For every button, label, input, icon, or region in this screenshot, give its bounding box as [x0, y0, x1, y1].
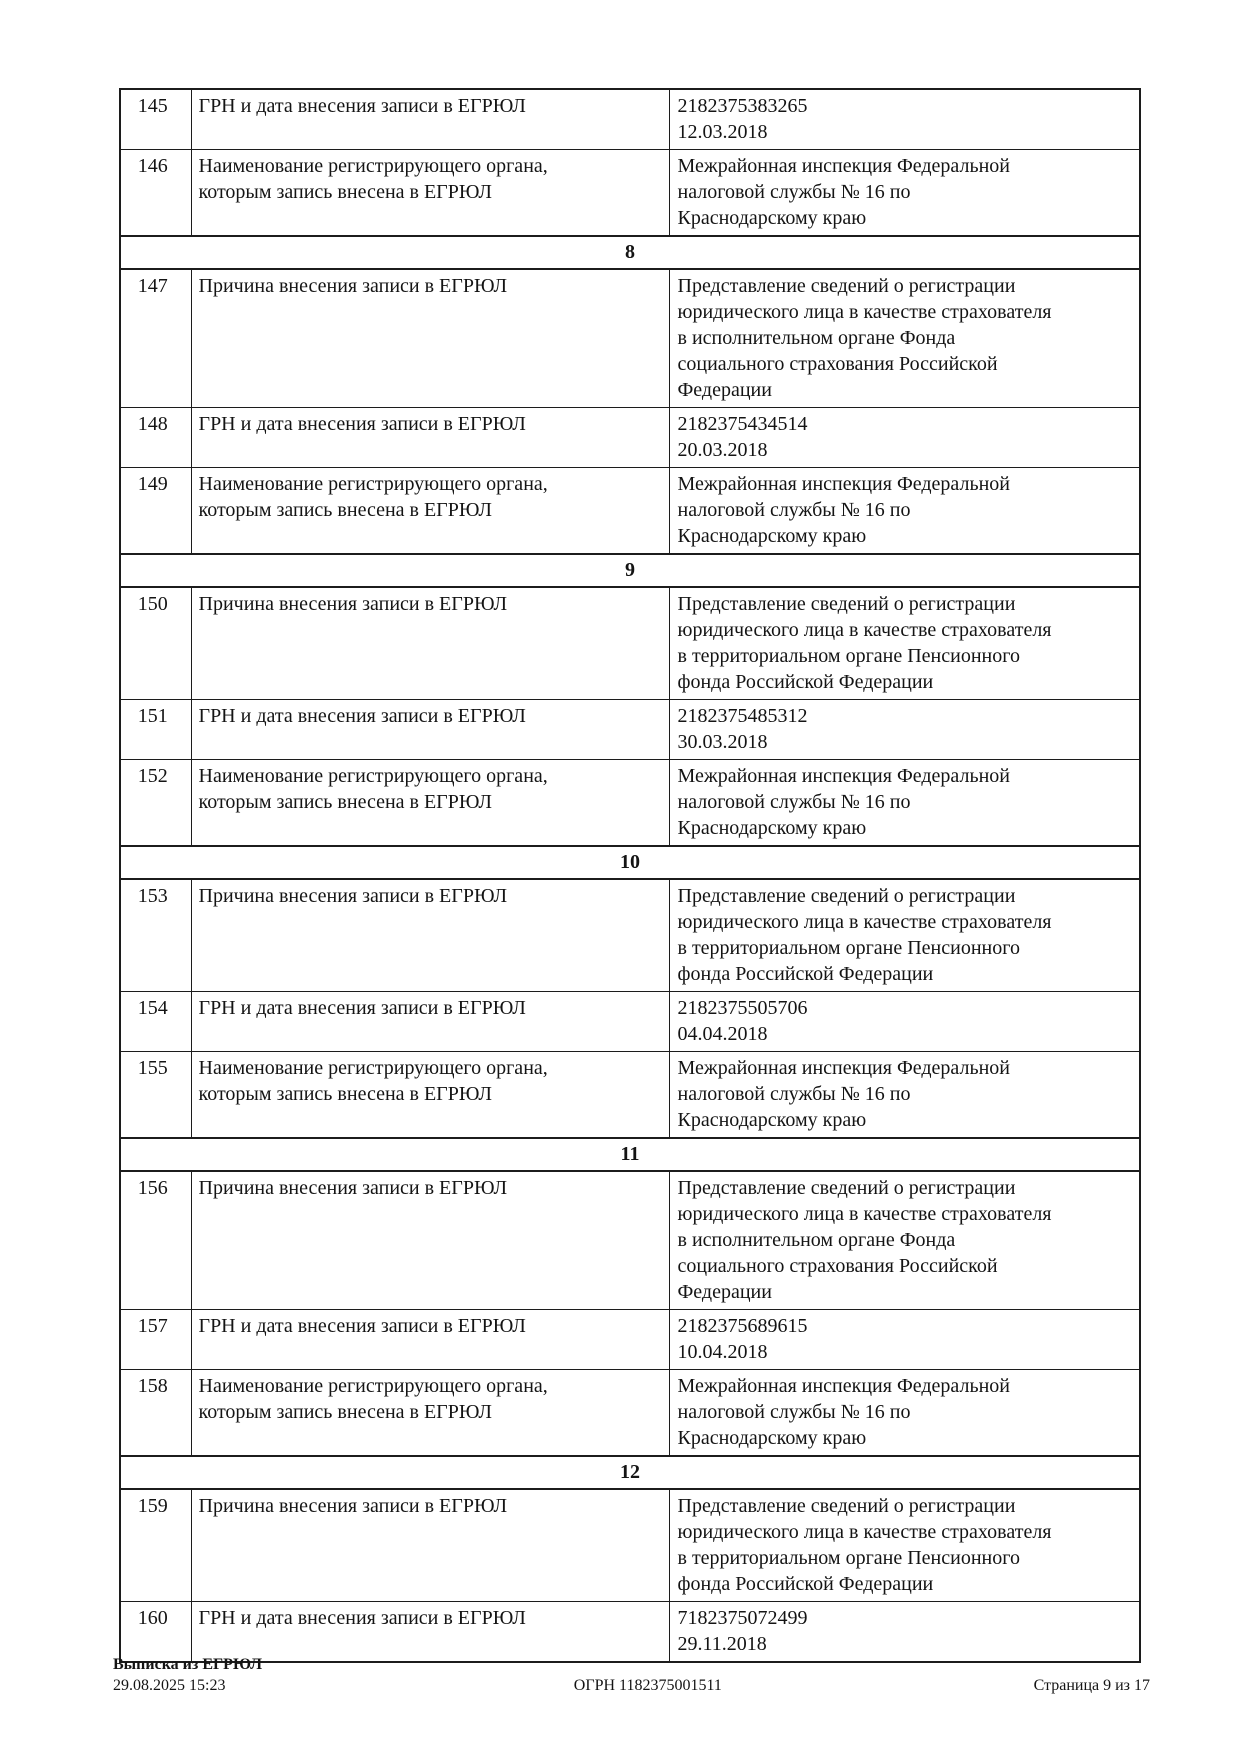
table-row	[120, 879, 1140, 992]
row-label	[191, 1602, 669, 1663]
label-line: Причина внесения записи в ЕГРЮЛ	[198, 1495, 508, 1517]
value-line: налоговой службы № 16 по	[677, 499, 911, 521]
label-line: ГРН и дата внесения записи в ЕГРЮЛ	[198, 705, 526, 727]
value-line: в исполнительном органе Фонда	[677, 327, 956, 349]
row-number: 154	[120, 992, 191, 1052]
value-line: в территориальном органе Пенсионного	[677, 937, 1020, 959]
table-row	[120, 992, 1140, 1052]
label-line: Наименование регистрирующего органа,	[198, 473, 548, 495]
value-line: Краснодарскому краю	[677, 207, 867, 229]
value-line: фонда Российской Федерации	[677, 671, 934, 693]
value-line: Представление сведений о регистрации	[677, 885, 1016, 907]
row-value	[669, 992, 1140, 1052]
label-line: ГРН и дата внесения записи в ЕГРЮЛ	[198, 413, 526, 435]
value-line: Межрайонная инспекция Федеральной	[677, 1057, 1010, 1079]
row-number: 148	[120, 408, 191, 468]
footer-left-block	[113, 1654, 262, 1696]
table-row	[120, 1370, 1140, 1457]
label-line: которым запись внесена в ЕГРЮЛ	[198, 181, 492, 203]
table-row	[120, 1052, 1140, 1139]
row-label	[191, 269, 669, 408]
table-row	[120, 1602, 1140, 1663]
value-line: Межрайонная инспекция Федеральной	[677, 1375, 1010, 1397]
row-label	[191, 1310, 669, 1370]
row-number: 155	[120, 1052, 191, 1139]
row-number: 160	[120, 1602, 191, 1663]
section-number: 9	[120, 554, 1140, 587]
value-line: 2182375434514	[677, 413, 808, 435]
section-header-row	[120, 846, 1140, 879]
value-line: 2182375689615	[677, 1315, 808, 1337]
row-label	[191, 700, 669, 760]
value-line: 29.11.2018	[677, 1633, 767, 1655]
value-line: юридического лица в качестве страхователя	[677, 619, 1052, 641]
value-line: фонда Российской Федерации	[677, 1573, 934, 1595]
row-label	[191, 879, 669, 992]
table-row	[120, 1171, 1140, 1310]
page-footer	[113, 1654, 1150, 1696]
value-line: Межрайонная инспекция Федеральной	[677, 765, 1010, 787]
table-row	[120, 468, 1140, 555]
section-number: 12	[120, 1456, 1140, 1489]
value-line: 04.04.2018	[677, 1023, 768, 1045]
value-line: налоговой службы № 16 по	[677, 181, 911, 203]
value-line: фонда Российской Федерации	[677, 963, 934, 985]
section-number: 8	[120, 236, 1140, 269]
label-line: которым запись внесена в ЕГРЮЛ	[198, 499, 492, 521]
label-line: ГРН и дата внесения записи в ЕГРЮЛ	[198, 997, 526, 1019]
table-row	[120, 1489, 1140, 1602]
value-line: 20.03.2018	[677, 439, 768, 461]
section-header-row	[120, 1138, 1140, 1171]
label-line: Причина внесения записи в ЕГРЮЛ	[198, 885, 508, 907]
table-row	[120, 408, 1140, 468]
footer-ogrn: ОГРН 1182375001511	[573, 1677, 722, 1694]
footer-doc-title: Выписка из ЕГРЮЛ	[113, 1656, 263, 1673]
row-value	[669, 1310, 1140, 1370]
value-line: юридического лица в качестве страхователя	[677, 301, 1052, 323]
row-number: 153	[120, 879, 191, 992]
row-value	[669, 1171, 1140, 1310]
row-number: 146	[120, 150, 191, 237]
value-line: социального страхования Российской	[677, 353, 998, 375]
row-value	[669, 1370, 1140, 1457]
value-line: Представление сведений о регистрации	[677, 1495, 1016, 1517]
label-line: Причина внесения записи в ЕГРЮЛ	[198, 275, 508, 297]
value-line: Федерации	[677, 1281, 772, 1303]
egrul-records-table	[119, 88, 1141, 1663]
table-row	[120, 587, 1140, 700]
row-label	[191, 1489, 669, 1602]
label-line: Причина внесения записи в ЕГРЮЛ	[198, 593, 508, 615]
value-line: в территориальном органе Пенсионного	[677, 645, 1020, 667]
table-row	[120, 700, 1140, 760]
row-value	[669, 760, 1140, 847]
label-line: которым запись внесена в ЕГРЮЛ	[198, 1083, 492, 1105]
value-line: налоговой службы № 16 по	[677, 1083, 911, 1105]
section-header-row	[120, 554, 1140, 587]
section-header-row	[120, 236, 1140, 269]
label-line: которым запись внесена в ЕГРЮЛ	[198, 1401, 492, 1423]
value-line: Межрайонная инспекция Федеральной	[677, 155, 1010, 177]
label-line: ГРН и дата внесения записи в ЕГРЮЛ	[198, 1607, 526, 1629]
row-label	[191, 89, 669, 150]
value-line: юридического лица в качестве страхователя	[677, 1521, 1052, 1543]
row-value	[669, 879, 1140, 992]
label-line: ГРН и дата внесения записи в ЕГРЮЛ	[198, 1315, 526, 1337]
row-value	[669, 89, 1140, 150]
value-line: юридического лица в качестве страхователя	[677, 1203, 1052, 1225]
value-line: налоговой службы № 16 по	[677, 791, 911, 813]
row-value	[669, 1602, 1140, 1663]
row-value	[669, 269, 1140, 408]
value-line: Федерации	[677, 379, 772, 401]
row-value	[669, 468, 1140, 555]
label-line: Наименование регистрирующего органа,	[198, 155, 548, 177]
value-line: в территориальном органе Пенсионного	[677, 1547, 1020, 1569]
value-line: 2182375505706	[677, 997, 808, 1019]
value-line: 12.03.2018	[677, 121, 768, 143]
row-value	[669, 408, 1140, 468]
row-value	[669, 700, 1140, 760]
section-number: 11	[120, 1138, 1140, 1171]
row-value	[669, 1052, 1140, 1139]
label-line: которым запись внесена в ЕГРЮЛ	[198, 791, 492, 813]
row-label	[191, 760, 669, 847]
table-row	[120, 1310, 1140, 1370]
row-number: 149	[120, 468, 191, 555]
row-label	[191, 1171, 669, 1310]
row-label	[191, 587, 669, 700]
row-label	[191, 468, 669, 555]
table-body	[120, 89, 1140, 1662]
label-line: Причина внесения записи в ЕГРЮЛ	[198, 1177, 508, 1199]
value-line: Межрайонная инспекция Федеральной	[677, 473, 1010, 495]
value-line: 30.03.2018	[677, 731, 768, 753]
value-line: 2182375383265	[677, 95, 808, 117]
row-number: 159	[120, 1489, 191, 1602]
label-line: ГРН и дата внесения записи в ЕГРЮЛ	[198, 95, 526, 117]
row-label	[191, 1052, 669, 1139]
row-value	[669, 587, 1140, 700]
value-line: Представление сведений о регистрации	[677, 275, 1016, 297]
value-line: 2182375485312	[677, 705, 808, 727]
row-label	[191, 150, 669, 237]
label-line: Наименование регистрирующего органа,	[198, 1375, 548, 1397]
table-row	[120, 760, 1140, 847]
value-line: в исполнительном органе Фонда	[677, 1229, 956, 1251]
value-line: Краснодарскому краю	[677, 1109, 867, 1131]
value-line: 7182375072499	[677, 1607, 808, 1629]
row-number: 150	[120, 587, 191, 700]
section-number: 10	[120, 846, 1140, 879]
row-value	[669, 1489, 1140, 1602]
row-number: 151	[120, 700, 191, 760]
label-line: Наименование регистрирующего органа,	[198, 1057, 548, 1079]
section-header-row	[120, 1456, 1140, 1489]
row-label	[191, 1370, 669, 1457]
row-label	[191, 992, 669, 1052]
value-line: Краснодарскому краю	[677, 525, 867, 547]
value-line: 10.04.2018	[677, 1341, 768, 1363]
row-number: 158	[120, 1370, 191, 1457]
footer-datetime: 29.08.2025 15:23	[113, 1677, 226, 1694]
row-number: 156	[120, 1171, 191, 1310]
value-line: Краснодарскому краю	[677, 817, 867, 839]
value-line: Краснодарскому краю	[677, 1427, 867, 1449]
row-value	[669, 150, 1140, 237]
row-number: 157	[120, 1310, 191, 1370]
footer-page-number: Страница 9 из 17	[1033, 1677, 1150, 1694]
value-line: социального страхования Российской	[677, 1255, 998, 1277]
value-line: Представление сведений о регистрации	[677, 593, 1016, 615]
table-row	[120, 89, 1140, 150]
value-line: налоговой службы № 16 по	[677, 1401, 911, 1423]
row-number: 145	[120, 89, 191, 150]
table-row	[120, 269, 1140, 408]
row-label	[191, 408, 669, 468]
value-line: юридического лица в качестве страхователя	[677, 911, 1052, 933]
value-line: Представление сведений о регистрации	[677, 1177, 1016, 1199]
row-number: 152	[120, 760, 191, 847]
table-row	[120, 150, 1140, 237]
row-number: 147	[120, 269, 191, 408]
label-line: Наименование регистрирующего органа,	[198, 765, 548, 787]
